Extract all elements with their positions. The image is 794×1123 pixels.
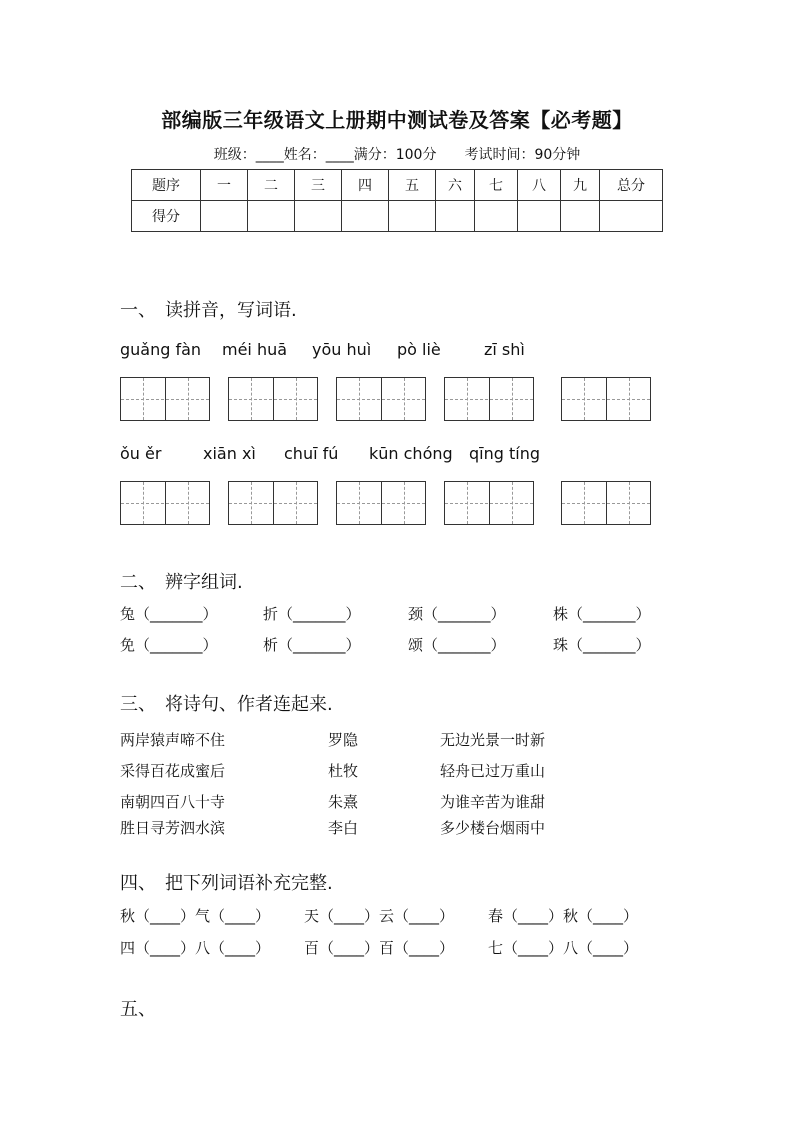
score-header-cell: 总分 [600, 170, 663, 201]
pinyin-label: yōu huì [312, 340, 372, 359]
section-5-heading: 五、 [120, 999, 156, 1020]
score-header-cell: 题序 [132, 170, 201, 201]
word-item: 颈（_______） [408, 605, 506, 623]
word-item: 免（_______） [120, 636, 218, 654]
score-row-label: 得分 [132, 201, 201, 232]
writing-grid-box[interactable] [336, 481, 426, 525]
writing-grid-box[interactable] [120, 481, 210, 525]
poem-line: 南朝四百八十寺 [120, 793, 226, 811]
writing-grid-box[interactable] [228, 481, 318, 525]
score-cell[interactable] [248, 201, 295, 232]
score-cell[interactable] [295, 201, 342, 232]
score-header-cell: 九 [561, 170, 600, 201]
idiom-item: 秋（____）气（____） [120, 907, 271, 925]
poem-line: 为谁辛苦为谁甜 [440, 793, 546, 811]
section-3-heading: 三、 将诗句、作者连起来. [120, 694, 333, 715]
score-header-cell: 五 [389, 170, 436, 201]
score-cell[interactable] [389, 201, 436, 232]
score-header-cell: 三 [295, 170, 342, 201]
word-item: 颂（_______） [408, 636, 506, 654]
pinyin-label: qīng tíng [469, 444, 540, 463]
score-header-cell: 八 [518, 170, 561, 201]
poem-line: 多少楼台烟雨中 [440, 819, 546, 837]
pinyin-label: kūn chóng [369, 444, 453, 463]
score-cell[interactable] [201, 201, 248, 232]
idiom-item: 七（____）八（____） [488, 939, 639, 957]
writing-grid-box[interactable] [561, 377, 651, 421]
word-item: 析（_______） [263, 636, 361, 654]
idiom-item: 春（____）秋（____） [488, 907, 639, 925]
score-cell[interactable] [436, 201, 475, 232]
word-item: 兔（_______） [120, 605, 218, 623]
word-item: 折（_______） [263, 605, 361, 623]
word-item: 珠（_______） [553, 636, 651, 654]
section-4-heading: 四、 把下列词语补充完整. [120, 873, 333, 894]
exam-info-line: 班级：____姓名：____满分：100分 考试时间：90分钟 [213, 147, 581, 163]
pinyin-label: ǒu ěr [120, 444, 162, 463]
score-table-header-row [132, 170, 663, 201]
poet-name: 朱熹 [328, 793, 359, 811]
pinyin-label: guǎng fàn [120, 340, 202, 359]
score-header-cell: 六 [436, 170, 475, 201]
writing-grid-box[interactable] [336, 377, 426, 421]
score-cell[interactable] [518, 201, 561, 232]
poem-line: 采得百花成蜜后 [120, 762, 226, 780]
poet-name: 杜牧 [328, 762, 359, 780]
score-cell[interactable] [342, 201, 389, 232]
idiom-item: 天（____）云（____） [304, 907, 455, 925]
pinyin-label: xiān xì [203, 444, 256, 463]
score-cell[interactable] [475, 201, 518, 232]
poet-name: 李白 [328, 819, 359, 837]
word-item: 株（_______） [553, 605, 651, 623]
page-title: 部编版三年级语文上册期中测试卷及答案【必考题】 [161, 108, 633, 132]
poem-line: 两岸猿声啼不住 [120, 731, 226, 749]
writing-grid-box[interactable] [228, 377, 318, 421]
score-header-cell: 四 [342, 170, 389, 201]
score-header-cell: 二 [248, 170, 295, 201]
poem-line: 无边光景一时新 [440, 731, 546, 749]
score-table-score-row [132, 201, 663, 232]
pinyin-label: zī shì [484, 340, 525, 359]
score-header-cell: 一 [201, 170, 248, 201]
section-2-heading: 二、 辨字组词. [120, 572, 243, 593]
score-cell[interactable] [561, 201, 600, 232]
pinyin-label: pò liè [397, 340, 441, 359]
idiom-item: 百（____）百（____） [304, 939, 455, 957]
writing-grid-box[interactable] [561, 481, 651, 525]
score-table [131, 169, 663, 232]
poet-name: 罗隐 [328, 731, 359, 749]
pinyin-label: méi huā [222, 340, 288, 359]
writing-grid-box[interactable] [120, 377, 210, 421]
pinyin-label: chuī fú [284, 444, 339, 463]
section-1-heading: 一、 读拼音，写词语. [120, 300, 297, 321]
score-header-cell: 七 [475, 170, 518, 201]
writing-grid-box[interactable] [444, 377, 534, 421]
idiom-item: 四（____）八（____） [120, 939, 271, 957]
poem-line: 轻舟已过万重山 [440, 762, 546, 780]
score-cell[interactable] [600, 201, 663, 232]
poem-line: 胜日寻芳泗水滨 [120, 819, 226, 837]
writing-grid-box[interactable] [444, 481, 534, 525]
